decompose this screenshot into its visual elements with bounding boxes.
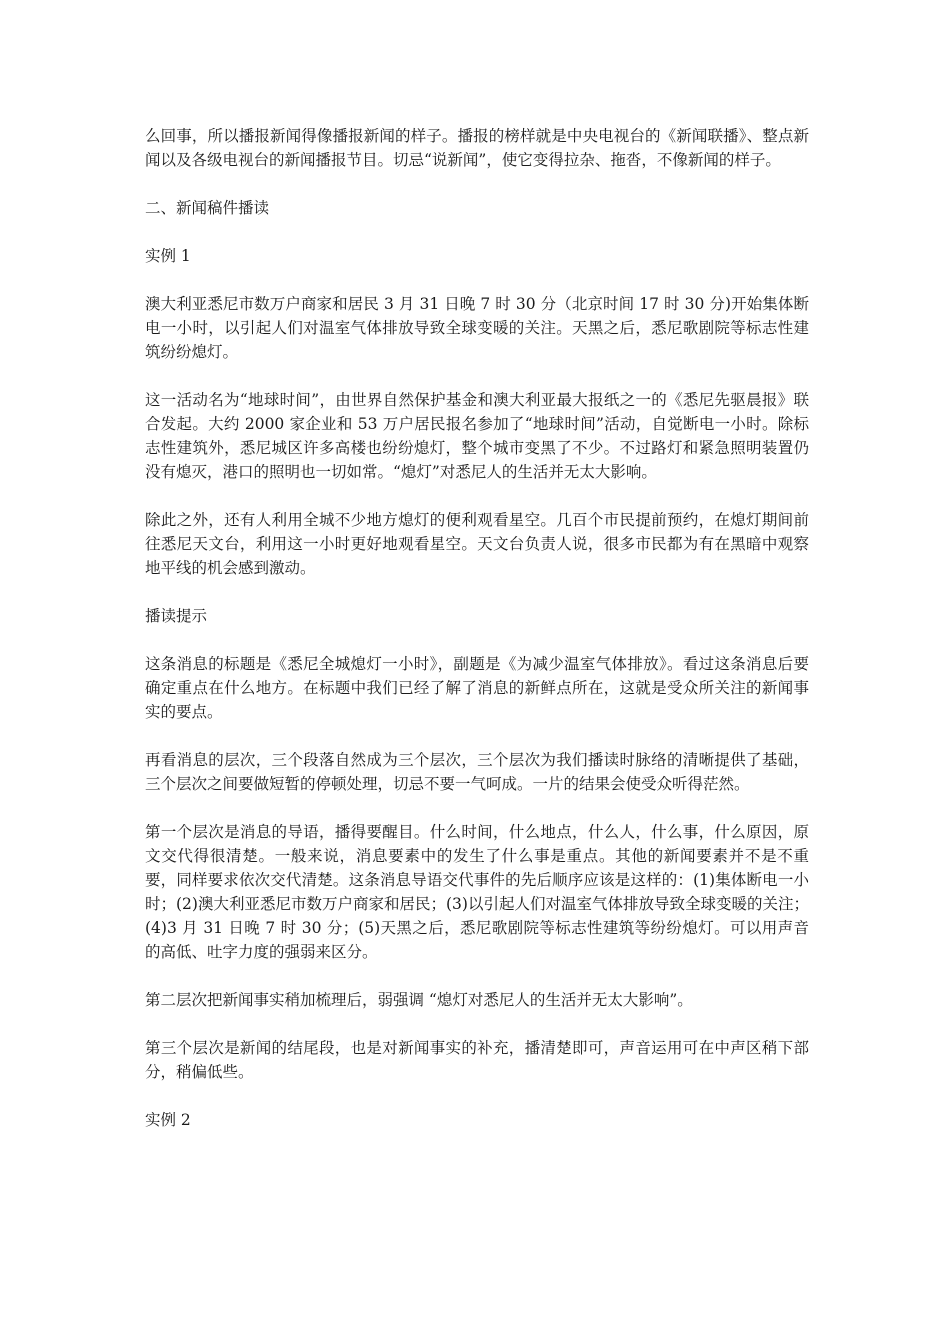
- example-heading-2: 实例 2: [145, 1111, 191, 1129]
- tips-paragraph-5: 第三个层次是新闻的结尾段，也是对新闻事实的补充，播清楚即可，声音运用可在中声区稍下部分，稍偏低些。: [145, 1039, 809, 1081]
- tips-paragraph-2: 再看消息的层次，三个段落自然成为三个层次，三个层次为我们播读时脉络的清晰提供了基础，三个层次之间要做短暂的停顿处理，切忌不要一气呵成。一片的结果会使受众听得茫然。: [145, 751, 809, 793]
- paragraph-intro-continuation: 么回事，所以播报新闻得像播报新闻的样子。播报的榜样就是中央电视台的《新闻联播》、整点新闻以及各级电视台的新闻播报节目。切忌“说新闻”，使它变得拉杂、拖沓，不像新闻的样子。: [145, 127, 809, 169]
- reading-tips-heading: 播读提示: [145, 607, 208, 625]
- tips-paragraph-1: 这条消息的标题是《悉尼全城熄灯一小时》，副题是《为减少温室气体排放》。看过这条消息后要确定重点在什么地方。在标题中我们已经了解了消息的新鲜点所在，这就是受众所关注的新闻事实的要点。: [145, 655, 809, 721]
- tips-paragraph-3: 第一个层次是消息的导语，播得要醒目。什么时间，什么地点，什么人，什么事，什么原因，原文交代得很清楚。一般来说，消息要素中的发生了什么事是重点。其他的新闻要素并不是不重要，同样要求依次交代清楚。这条消息导语交代事件的先后顺序应该是这样的：(1)集体断电一小时；(2)澳大利亚悉尼市数万户商家和居民；(3)以引起人们对温室气体排放导致全球变暖的关注；(4)3 月 31 日晚 7 时 30 分；(5)天黑之后，悉尼歌剧院等标志性建筑等纷纷熄灯。可以用声音的高低、吐字力度的强弱来区分。: [145, 823, 809, 961]
- example-1-paragraph-3: 除此之外，还有人利用全城不少地方熄灯的便利观看星空。几百个市民提前预约，在熄灯期间前往悉尼天文台，利用这一小时更好地观看星空。天文台负责人说，很多市民都为有在黑暗中观察地平线的机会感到激动。: [145, 511, 809, 577]
- tips-paragraph-4: 第二层次把新闻事实稍加梳理后，弱强调 “熄灯对悉尼人的生活并无太大影响”。: [145, 991, 693, 1009]
- section-heading-news-reading: 二、新闻稿件播读: [145, 199, 270, 217]
- example-1-paragraph-1: 澳大利亚悉尼市数万户商家和居民 3 月 31 日晚 7 时 30 分（北京时间 17 时 30 分)开始集体断电一小时，以引起人们对温室气体排放导致全球变暖的关注。天黑之后，悉尼歌剧院等标志性建筑纷纷熄灯。: [145, 295, 809, 361]
- document-body: [145, 124, 809, 1156]
- example-heading-1: 实例 1: [145, 247, 191, 265]
- example-1-paragraph-2: 这一活动名为“地球时间”，由世界自然保护基金和澳大利亚最大报纸之一的《悉尼先驱晨报》联合发起。大约 2000 家企业和 53 万户居民报名参加了“地球时间”活动，自觉断电一小时。除标志性建筑外，悉尼城区许多高楼也纷纷熄灯，整个城市变黑了不少。不过路灯和紧急照明装置仍没有熄灭，港口的照明也一切如常。“熄灯”对悉尼人的生活并无太大影响。: [145, 391, 809, 481]
